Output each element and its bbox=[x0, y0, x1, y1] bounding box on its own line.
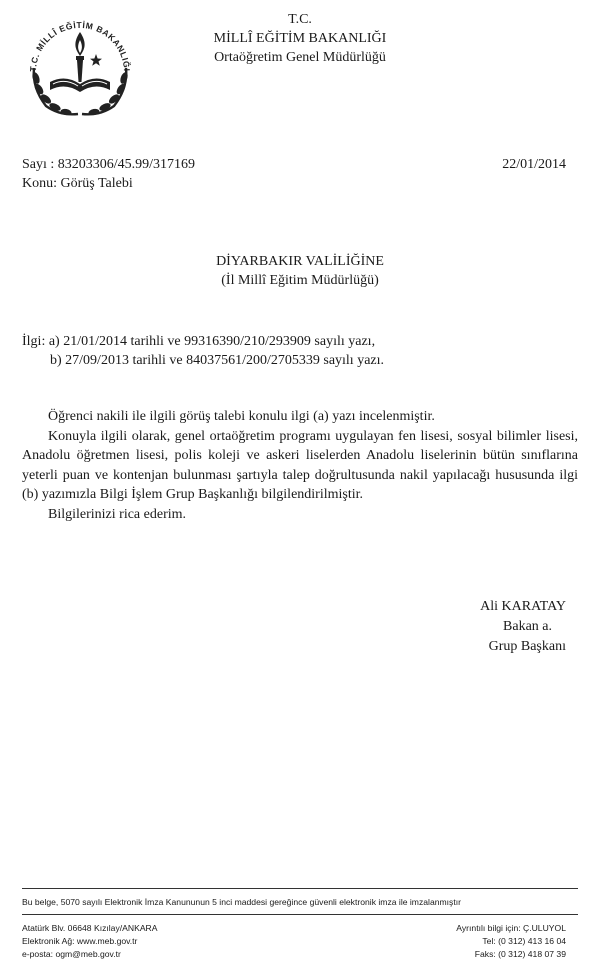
footer-contact: Ayrıntılı bilgi için: Ç.ULUYOL bbox=[456, 923, 566, 933]
footer-website: Elektronik Ağ: www.meb.gov.tr bbox=[22, 936, 138, 946]
signer-authority: Bakan a. bbox=[503, 619, 552, 634]
reference-b: b) 27/09/2013 tarihli ve 84037561/200/2705339 sayılı yazı. bbox=[50, 353, 385, 368]
reference-number: Sayı : 83203306/45.99/317169 bbox=[22, 157, 196, 172]
reference-a: İlgi: a) 21/01/2014 tarihli ve 99316390/210/293909 sayılı yazı, bbox=[22, 334, 376, 349]
addressee-line2: (İl Millî Eğitim Müdürlüğü) bbox=[221, 273, 379, 288]
addressee-line1: DİYARBAKIR VALİLİĞİNE bbox=[216, 254, 384, 269]
header-ministry: MİLLÎ EĞİTİM BAKANLIĞI bbox=[213, 31, 387, 46]
footer-divider-bottom bbox=[22, 914, 578, 915]
header-directorate: Ortaöğretim Genel Müdürlüğü bbox=[214, 50, 386, 65]
body-paragraph-3: Bilgilerinizi rica ederim. bbox=[48, 506, 187, 522]
body-paragraph-2: Konuyla ilgili olarak, genel ortaöğretim programı uygulayan fen lisesi, sosyal bilimler lisesi, Anadolu öğretmen lisesi, polis koleji ve askeri liselerden Anadolu liselerinin bütün sınıflarına yeterli puan ve kontenjan bulunması şartıyla talep doğrultusunda nakil yapılacağı hususunda ilgi (b) yazımızla Bilgi İşlem Grup Başkanlığı bilgilendirilmiştir. bbox=[22, 428, 578, 502]
emblem-svg bbox=[20, 10, 140, 122]
signer-title: Grup Başkanı bbox=[488, 639, 566, 654]
footer-fax: Faks: (0 312) 418 07 39 bbox=[474, 949, 566, 959]
header-tc: T.C. bbox=[288, 12, 312, 27]
footer-phone: Tel: (0 312) 413 16 04 bbox=[482, 936, 566, 946]
signature-block bbox=[366, 597, 566, 657]
esignature-notice: Bu belge, 5070 sayılı Elektronik İmza Kanununun 5 inci maddesi gereğince güvenli elektronik imza ile imzalanmıştır bbox=[22, 897, 461, 907]
emblem-arc-text: T.C. MİLLÎ EĞİTİM BAKANLIĞI bbox=[27, 19, 133, 72]
body-paragraph-1: Öğrenci nakili ile ilgili görüş talebi konulu ilgi (a) yazı incelenmiştir. bbox=[48, 409, 435, 424]
signer-name: Ali KARATAY bbox=[480, 599, 566, 614]
addressee bbox=[150, 252, 450, 290]
letterhead bbox=[200, 10, 400, 67]
document-date: 22/01/2014 bbox=[502, 157, 566, 172]
footer-email: e-posta: ogm@meb.gov.tr bbox=[22, 949, 121, 959]
letter-body bbox=[22, 407, 578, 524]
footer-address: Atatürk Blv. 06648 Kızılay/ANKARA bbox=[22, 923, 158, 933]
footer-divider-top bbox=[22, 888, 578, 889]
ministry-emblem-icon bbox=[20, 10, 140, 122]
subject-line: Konu: Görüş Talebi bbox=[22, 176, 133, 191]
